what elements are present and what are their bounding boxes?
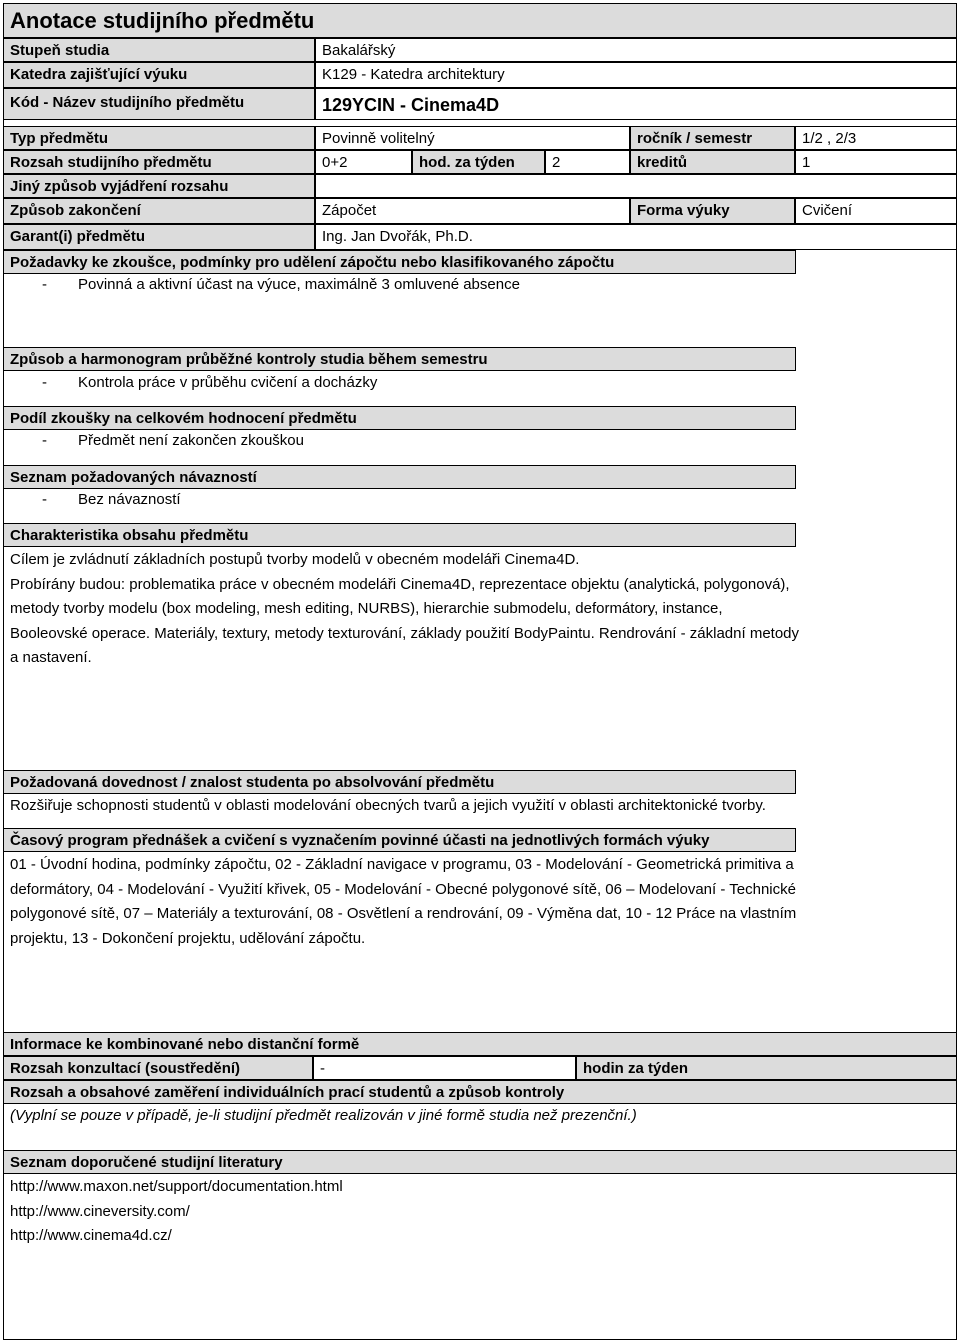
podil-heading: Podíl zkoušky na celkovém hodnocení předmětu <box>3 406 796 430</box>
konzultace-label: Rozsah konzultací (soustředění) <box>3 1056 313 1080</box>
kod-label: Kód - Název studijního předmětu <box>3 88 315 120</box>
harmonogram-item: Kontrola práce v průběhu cvičení a docházky <box>78 374 378 391</box>
program-text <box>10 853 955 951</box>
charakteristika-text <box>10 548 955 671</box>
pozadavky-item: Povinná a aktivní účast na výuce, maximálně 3 omluvené absence <box>78 276 520 293</box>
page-title: Anotace studijního předmětu <box>3 3 957 38</box>
literatura-heading: Seznam doporučené studijní literatury <box>3 1150 957 1174</box>
dovednost-heading: Požadovaná dovednost / znalost studenta po absolvování předmětu <box>3 770 796 794</box>
podil-dash: - <box>42 432 47 449</box>
program-heading: Časový program přednášek a cvičení s vyznačením povinné účasti na jednotlivých formách výuky <box>3 828 796 852</box>
charakteristika-line: metody tvorby modelu (box modeling, mesh editing, NURBS), hierarchie submodelu, deformátory, instance, <box>10 600 723 617</box>
podil-item: Předmět není zakončen zkouškou <box>78 432 304 449</box>
kombinovana-heading: Informace ke kombinované nebo distanční formě <box>3 1032 957 1056</box>
zpusob-label: Způsob zakončení <box>3 198 315 224</box>
typ-value: Povinně volitelný <box>315 126 630 150</box>
zpusob-value: Zápočet <box>315 198 630 224</box>
charakteristika-heading: Charakteristika obsahu předmětu <box>3 523 796 547</box>
program-line: deformátory, 04 - Modelování - Využití křivek, 05 - Modelování - Obecné polygonové sítě, 06 – Modelovaní - Technické <box>10 880 796 898</box>
harmonogram-dash: - <box>42 374 47 391</box>
charakteristika-line: Probírány budou: problematika práce v obecném modeláři Cinema4D, reprezentace objektu (analytická, polygonová), <box>10 575 790 593</box>
program-line: polygonové sítě, 07 – Materiály a texturování, 08 - Osvětlení a rendrování, 09 - Výměna dat, 10 - 12 Práce na vlastním <box>10 905 797 922</box>
jiny-value <box>315 174 957 198</box>
pozadavky-dash: - <box>42 276 47 293</box>
stupen-label: Stupeň studia <box>3 38 315 62</box>
charakteristika-line: Booleovské operace. Materiály, textury, metody texturování, základy použití BodyPaintu. Rendrování - základní metody <box>10 624 800 642</box>
garant-label: Garant(i) předmětu <box>3 224 315 250</box>
navaznosti-item: Bez návazností <box>78 491 181 508</box>
rocnik-label: ročník / semestr <box>630 126 795 150</box>
pozadavky-heading: Požadavky ke zkoušce, podmínky pro udělení zápočtu nebo klasifikovaného zápočtu <box>3 250 796 274</box>
kombinovana-note: (Vyplní se pouze v případě, je-li studijní předmět realizován v jiné formě studia než prezenční.) <box>10 1107 637 1124</box>
rozsah-label: Rozsah studijního předmětu <box>3 150 315 174</box>
program-line: projektu, 13 - Dokončení projektu, udělování zápočtu. <box>10 929 366 947</box>
stupen-value: Bakalářský <box>315 38 957 62</box>
konzultace-value: - <box>313 1056 576 1080</box>
forma-value: Cvičení <box>795 198 957 224</box>
rocnik-value: 1/2 , 2/3 <box>795 126 957 150</box>
charakteristika-line: Cílem je zvládnutí základních postupů tvorby modelů v obecném modeláři Cinema4D. <box>10 551 580 568</box>
katedra-label: Katedra zajišťující výuku <box>3 62 315 88</box>
kredity-value: 1 <box>795 150 957 174</box>
jiny-label: Jiný způsob vyjádření rozsahu <box>3 174 315 198</box>
literatura-link: http://www.cinema4d.cz/ <box>10 1227 172 1244</box>
hod-label: hod. za týden <box>412 150 545 174</box>
charakteristika-line: a nastavení. <box>10 649 92 666</box>
typ-label: Typ předmětu <box>3 126 315 150</box>
harmonogram-heading: Způsob a harmonogram průběžné kontroly studia během semestru <box>3 347 796 371</box>
katedra-value: K129 - Katedra architektury <box>315 62 957 88</box>
literatura-list <box>10 1175 343 1249</box>
hodin-label: hodin za týden <box>576 1056 957 1080</box>
navaznosti-heading: Seznam požadovaných návazností <box>3 465 796 489</box>
prace-label: Rozsah a obsahové zaměření individuálních prací studentů a způsob kontroly <box>3 1080 957 1104</box>
navaznosti-dash: - <box>42 491 47 508</box>
literatura-link: http://www.maxon.net/support/documentation.html <box>10 1178 343 1195</box>
dovednost-text: Rozšiřuje schopnosti studentů v oblasti modelování obecných tvarů a jejich využití v oblasti architektonické tvorby. <box>10 797 766 814</box>
kredity-label: kreditů <box>630 150 795 174</box>
program-line: 01 - Úvodní hodina, podmínky zápočtu, 02 - Základní navigace v programu, 03 - Modelování - Geometrická primitiva a <box>10 856 794 873</box>
rozsah-value: 0+2 <box>315 150 412 174</box>
forma-label: Forma výuky <box>630 198 795 224</box>
hod-value: 2 <box>545 150 630 174</box>
literatura-link: http://www.cineversity.com/ <box>10 1202 190 1220</box>
garant-value: Ing. Jan Dvořák, Ph.D. <box>315 224 957 250</box>
kod-value: 129YCIN - Cinema4D <box>315 88 957 120</box>
